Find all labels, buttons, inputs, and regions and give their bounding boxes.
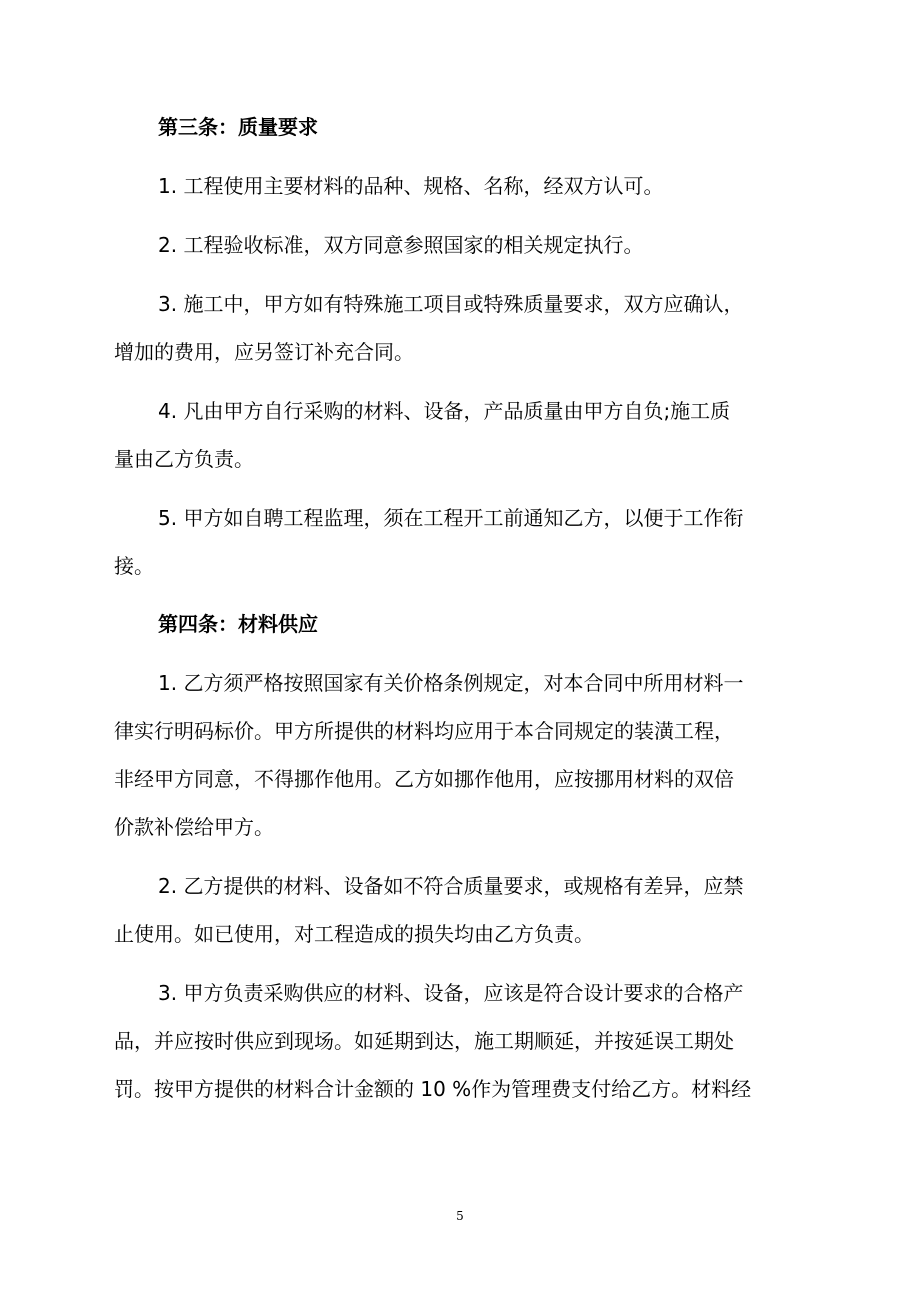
section4-item3-line2: 品，并应按时供应到现场。如延期到达，施工期顺延，并按延误工期处 — [114, 1029, 734, 1053]
section3-item5-line1: 5. 甲方如自聘工程监理，须在工程开工前通知乙方，以便于工作衔 — [158, 506, 744, 530]
page-number: 5 — [456, 1209, 464, 1223]
section3-item4-line1: 4. 凡由甲方自行采购的材料、设备，产品质量由甲方自负;施工质 — [158, 399, 731, 423]
section4-heading: 第四条：材料供应 — [158, 612, 318, 636]
section4-item2-line1: 2. 乙方提供的材料、设备如不符合质量要求，或规格有差异，应禁 — [158, 874, 744, 898]
section3-heading: 第三条：质量要求 — [158, 115, 318, 139]
section4-item1-line4: 价款补偿给甲方。 — [114, 815, 274, 839]
section3-item3-line1: 3. 施工中，甲方如有特殊施工项目或特殊质量要求，双方应确认， — [158, 292, 744, 316]
section4-item1-line2: 律实行明码标价。甲方所提供的材料均应用于本合同规定的装潢工程， — [114, 719, 734, 743]
section3-item5-line2: 接。 — [114, 554, 154, 578]
section4-item3-line1: 3. 甲方负责采购供应的材料、设备，应该是符合设计要求的合格产 — [158, 981, 744, 1005]
section3-item1: 1. 工程使用主要材料的品种、规格、名称，经双方认可。 — [158, 174, 664, 198]
section4-item1-line3: 非经甲方同意，不得挪作他用。乙方如挪作他用，应按挪用材料的双倍 — [114, 767, 734, 791]
section3-item2: 2. 工程验收标准，双方同意参照国家的相关规定执行。 — [158, 233, 644, 257]
section3-item4-line2: 量由乙方负责。 — [114, 447, 254, 471]
section4-item2-line2: 止使用。如已使用，对工程造成的损失均由乙方负责。 — [114, 922, 594, 946]
section4-item3-line3: 罚。按甲方提供的材料合计金额的 10 %作为管理费支付给乙方。材料经 — [114, 1077, 752, 1101]
section4-item1-line1: 1. 乙方须严格按照国家有关价格条例规定，对本合同中所用材料一 — [158, 671, 744, 695]
section3-item3-line2: 增加的费用，应另签订补充合同。 — [114, 340, 414, 364]
